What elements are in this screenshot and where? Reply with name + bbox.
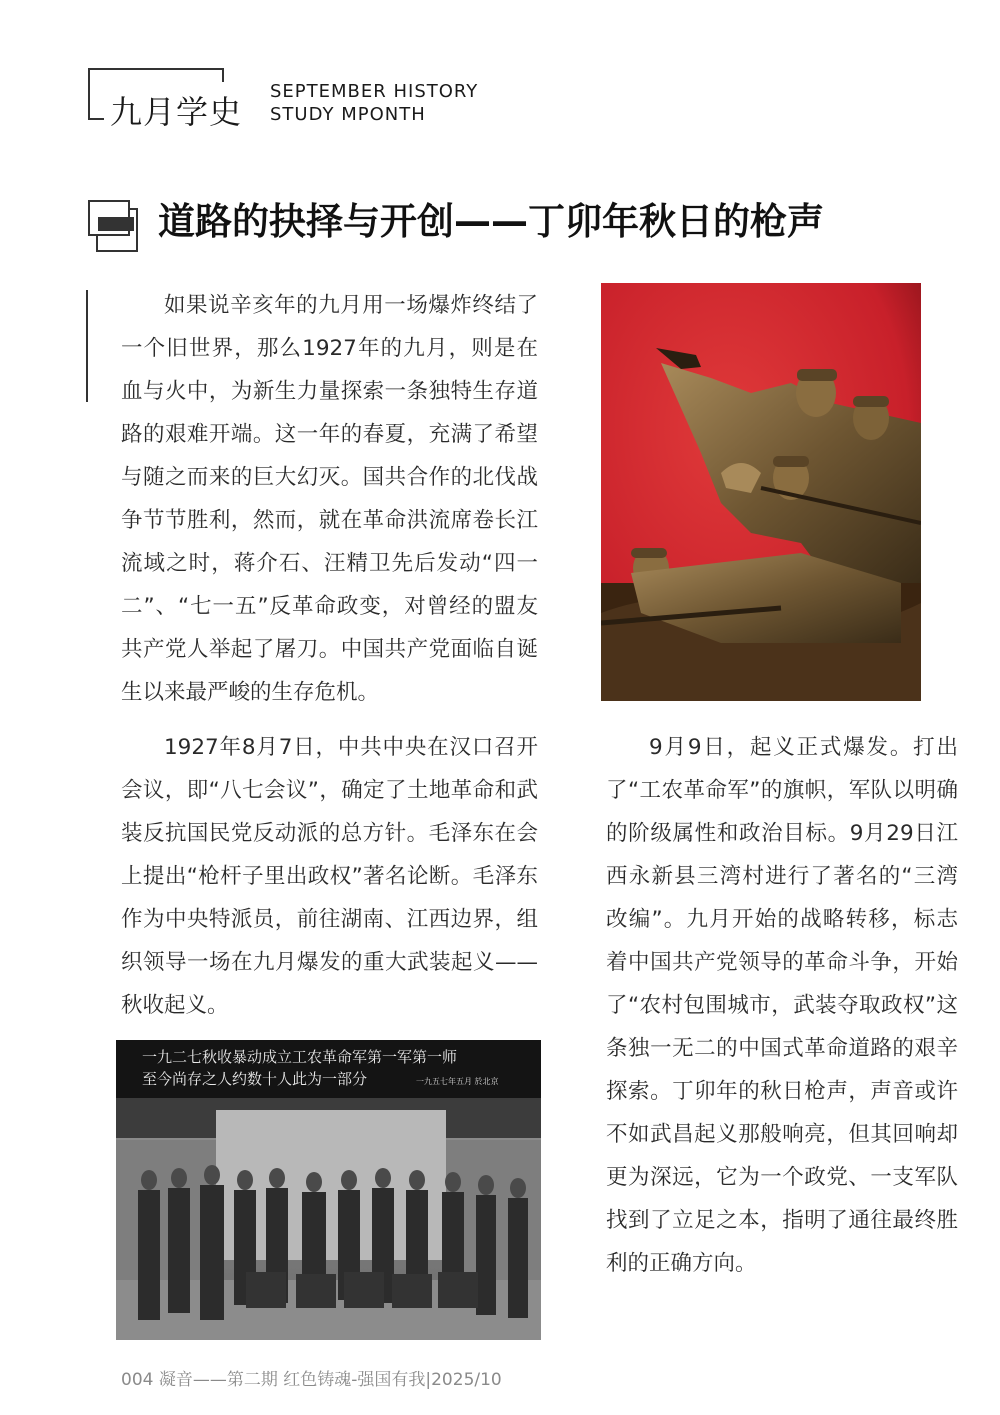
header-frame-right: [222, 68, 224, 82]
page-footer: 004 凝音——第二期 红色铸魂-强国有我|2025/10: [121, 1370, 502, 1390]
article-paragraph-3: 9月9日，起义正式爆发。打出了“工农革命军”的旗帜，军队以明确的阶级属性和政治目标。9月29日江西永新县三湾村进行了著名的“三湾改编”。九月开始的战略转移，标志着中国共产党领导的革命斗争，开始了“农村包围城市，武装夺取政权”这条独一无二的中国式革命道路的艰辛探索。丁卯年的秋日枪声，声音或许不如武昌起义那般响亮，但其回响却更为深远，它为一个政党、一支军队找到了立足之本，指明了通往最终胜利的正确方向。: [606, 735, 958, 1276]
title-icon-bar: [98, 217, 134, 231]
historic-group-photo: [116, 1040, 541, 1340]
photo-banner-signature: 一九五七年五月 於北京: [416, 1077, 499, 1086]
sculpture-photo: [601, 283, 921, 701]
photo-banner-line2: 至今尚存之人约数十人此为一部分: [142, 1070, 368, 1088]
photo-banner-line1: 一九二七秋收暴动成立工农革命军第一军第一师: [142, 1048, 458, 1066]
paragraph-accent-bar: [86, 290, 88, 402]
header-frame-bottom: [88, 118, 104, 120]
header-frame-top: [88, 68, 224, 70]
section-title-en-line2: STUDY MPONTH: [270, 104, 426, 125]
header-frame-left: [88, 68, 90, 120]
article-title: 道路的抉择与开创——丁卯年秋日的枪声: [158, 200, 824, 243]
section-title-cn: 九月学史: [110, 93, 243, 131]
article-paragraph-1: 如果说辛亥年的九月用一场爆炸终结了一个旧世界，那么1927年的九月，则是在血与火中，为新生力量探索一条独特生存道路的艰难开端。这一年的春夏，充满了希望与随之而来的巨大幻灭。国共合作的北伐战争节节胜利，然而，就在革命洪流席卷长江流域之时，蒋介石、汪精卫先后发动“四一二”、“七一五”反革命政变，对曾经的盟友共产党人举起了屠刀。中国共产党面临自诞生以来最严峻的生存危机。: [121, 293, 538, 705]
article-paragraph-2: 1927年8月7日，中共中央在汉口召开会议，即“八七会议”，确定了土地革命和武装反抗国民党反动派的总方针。毛泽东在会上提出“枪杆子里出政权”著名论断。毛泽东作为中央特派员，前往湖南、江西边界，组织领导一场在九月爆发的重大武装起义——秋收起义。: [121, 735, 538, 1018]
section-title-en-line1: SEPTEMBER HISTORY: [270, 81, 479, 102]
section-title-en: [270, 80, 478, 126]
